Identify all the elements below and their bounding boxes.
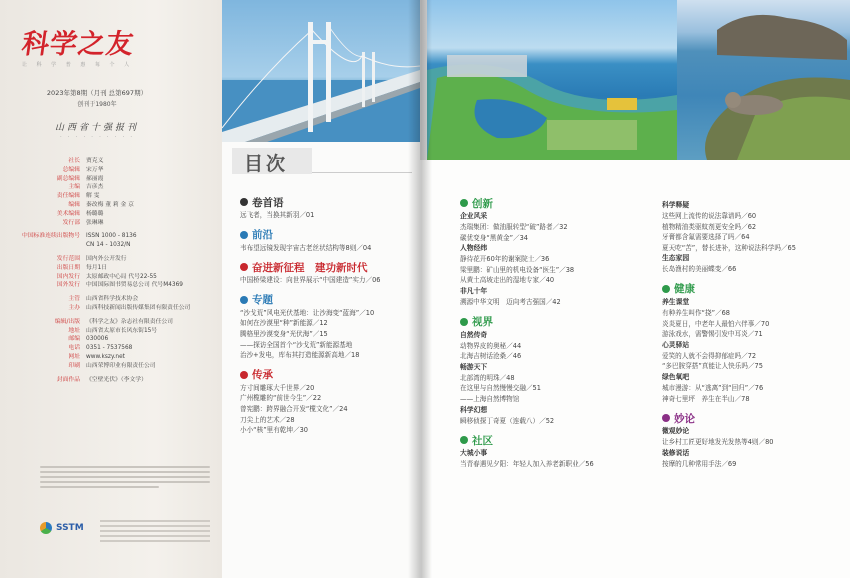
colophon-key: 编辑 xyxy=(68,201,80,208)
copyright-notice xyxy=(40,466,210,514)
toc-entry[interactable]: 远飞者，当换其新羽／01 xyxy=(240,211,315,219)
colophon-key: 发行范围 xyxy=(56,255,80,262)
colophon-row xyxy=(22,335,208,344)
toc-section xyxy=(240,292,415,361)
section-title: 传承 xyxy=(252,369,273,382)
toc-section xyxy=(460,195,650,308)
colophon-key: 发行部 xyxy=(62,219,80,226)
toc-subheading: 人物经纬 xyxy=(460,244,488,253)
colophon-value: 030006 xyxy=(86,336,109,343)
toc-section-heading xyxy=(240,367,415,383)
colophon-key: 美术编辑 xyxy=(56,210,80,217)
toc-subheading: 大城小事 xyxy=(460,449,488,458)
colophon-row xyxy=(22,241,208,250)
colophon-value: 山西省太原市长风东街15号 xyxy=(86,327,158,334)
colophon-key: 地址 xyxy=(68,327,80,334)
colophon-value: 解 雯 xyxy=(86,193,100,200)
colophon-key: 中国标准连续出版物号 xyxy=(22,233,80,240)
toc-entry[interactable]: 梁里鹏：矿山里的机电设备“医生”／38 xyxy=(460,265,575,274)
toc-subheading: 科学释疑 xyxy=(662,201,690,209)
sstm-logo xyxy=(40,522,84,534)
toc-entry[interactable]: 爱笑的人就不会得抑郁症吗／72 xyxy=(662,351,757,360)
toc-entry[interactable]: 在这里与自然慢慢交融／51 xyxy=(460,384,541,393)
colophon-value: www.kszy.net xyxy=(86,353,125,360)
colophon-value: 郝丽霞 xyxy=(86,175,104,182)
toc-subheading: 自然传奇 xyxy=(460,330,488,339)
toc-entry[interactable]: 广州榄雕的“前世今生”／22 xyxy=(240,394,322,403)
toc-section-heading xyxy=(662,281,842,297)
colophon-value: 吉彦杰 xyxy=(86,184,104,191)
toc-entry[interactable]: ——上海自然博物馆 xyxy=(460,394,520,403)
toc-column-3 xyxy=(662,200,842,475)
seal-rock-photo xyxy=(677,0,850,160)
colophon-value: 0351 - 7537568 xyxy=(86,345,133,352)
section-bullet-icon xyxy=(662,285,670,293)
colophon-row xyxy=(22,192,208,201)
toc-entry[interactable]: 小小“核”里有乾坤／30 xyxy=(240,426,308,435)
toc-subheading: 心灵驿站 xyxy=(662,340,690,349)
section-bullet-icon xyxy=(240,231,248,239)
colophon-row xyxy=(22,175,208,184)
toc-section-heading xyxy=(240,292,415,308)
issue-number: 2023年第8期（月刊 总第697期） xyxy=(46,89,148,97)
colophon-row xyxy=(22,273,208,282)
section-title: 专题 xyxy=(252,294,273,307)
toc-section xyxy=(240,227,415,254)
toc-entry[interactable]: ——探访全国首个“沙戈荒”新能源基地 xyxy=(240,340,353,349)
toc-entry[interactable]: 神奇七里坪 养生在半山／78 xyxy=(662,394,750,403)
colophon-row xyxy=(22,318,208,327)
section-bullet-icon xyxy=(240,296,248,304)
coastal-city-photo xyxy=(427,0,677,160)
colophon-row xyxy=(22,295,208,304)
colophon-key: 邮编 xyxy=(68,336,80,343)
colophon-row xyxy=(22,344,208,353)
toc-section xyxy=(662,410,842,469)
section-title: 前沿 xyxy=(252,229,273,242)
toc-entry[interactable]: 夏天吃“苦”，替长进补，这种说法科学吗／65 xyxy=(662,243,796,252)
colophon-value: 宋万华 xyxy=(86,166,104,173)
toc-entry[interactable]: 有种养生叫作“挠”／68 xyxy=(662,308,730,317)
section-bullet-icon xyxy=(460,199,468,207)
section-title: 健康 xyxy=(674,283,695,296)
section-title: 视界 xyxy=(472,316,493,329)
colophon-key xyxy=(22,241,86,250)
colophon-row xyxy=(22,219,208,228)
colophon-key: 国内发行 xyxy=(56,273,80,280)
colophon-row xyxy=(22,362,208,371)
colophon-value: 每月1日 xyxy=(86,264,108,271)
toc-section xyxy=(460,314,650,427)
section-title: 创新 xyxy=(472,197,493,210)
toc-entry[interactable]: 炎炎夏日，中老年人最怕六伴事／70 xyxy=(662,319,770,328)
colophon-row xyxy=(22,210,208,219)
toc-entry[interactable]: 腾格里沙漠变身“光伏海”／15 xyxy=(240,329,328,338)
colophon-row xyxy=(22,183,208,192)
bridge-photo xyxy=(222,0,420,160)
colophon-row xyxy=(22,353,208,362)
sstm-circle-icon xyxy=(40,522,52,534)
colophon-value: 杨璐璐 xyxy=(86,210,104,217)
colophon-row xyxy=(22,264,208,273)
colophon-key: 印刷 xyxy=(68,362,80,369)
colophon-value: CN 14 - 1032/N xyxy=(86,242,131,249)
colophon-value: 国内外公开发行 xyxy=(86,255,127,262)
section-bullet-icon xyxy=(240,198,248,206)
toc-section-heading xyxy=(240,227,415,243)
section-title: 奋进新征程 建功新时代 xyxy=(252,261,368,274)
colophon-value: 《科学之友》杂志社有限责任公司 xyxy=(86,318,173,325)
founded-year: 创刊于1980年 xyxy=(77,101,117,108)
toc-subheading: 企业风采 xyxy=(460,212,488,220)
toc-entry[interactable]: 碳优变身“黑黄金”／34 xyxy=(460,233,528,242)
toc-section xyxy=(460,432,650,470)
toc-section xyxy=(240,194,415,221)
toc-entry[interactable]: 牙膏都含氟需要选择了吗／64 xyxy=(662,233,750,242)
section-title: 卷首语 xyxy=(252,196,284,209)
toc-entry[interactable]: 按摩的几种常用手法／69 xyxy=(662,459,737,468)
colophon-row xyxy=(22,166,208,175)
toc-column-2 xyxy=(460,195,650,476)
toc-entry[interactable]: 当青春遇见夕阳：年轻人加入养老新职业／56 xyxy=(460,460,594,469)
toc-subheading: 养生课堂 xyxy=(662,297,690,306)
colophon-key: 网址 xyxy=(68,353,80,360)
toc-entry[interactable]: 瞬移侦探丁奇夏（连载八）／52 xyxy=(460,416,555,425)
toc-entry[interactable]: 溯源中华文明 迈向考古强国／42 xyxy=(460,297,561,306)
section-bullet-icon xyxy=(662,414,670,422)
section-title: 妙论 xyxy=(674,412,695,425)
toc-section xyxy=(662,200,842,275)
colophon-key: 主办 xyxy=(68,304,80,311)
colophon-row xyxy=(22,327,208,336)
colophon-row xyxy=(22,157,208,166)
colophon-info xyxy=(22,157,208,384)
toc-subheading: 绿色氧吧 xyxy=(662,372,690,381)
toc-entry[interactable]: 游泳戏水，需警惕引发中耳炎／71 xyxy=(662,330,763,339)
publisher-group-list xyxy=(100,520,210,545)
toc-entry[interactable]: 北部湾的明珠／48 xyxy=(460,373,515,382)
toc-entry[interactable]: 治沙+发电，库布其打造能源新高地／18 xyxy=(240,351,360,360)
logo-subtitle: 让 科 学 普 惠 每 个 人 xyxy=(22,62,134,68)
toc-entry[interactable]: 如何在沙漠里“种”新能源／12 xyxy=(240,319,328,328)
toc-title-block xyxy=(232,148,412,174)
section-bullet-icon xyxy=(460,318,468,326)
colophon-key: 编辑/出版 xyxy=(54,318,80,325)
section-title: 社区 xyxy=(472,434,493,447)
colophon-key: 出版日期 xyxy=(56,264,80,271)
toc-column-1 xyxy=(240,194,415,442)
toc-entry[interactable]: 静待花开60年的谢案院士／36 xyxy=(460,255,550,264)
toc-section xyxy=(240,367,415,436)
colophon-row xyxy=(22,255,208,264)
section-bullet-icon xyxy=(240,371,248,379)
sstm-label: SSTM xyxy=(56,523,84,533)
toc-entry[interactable]: 方寸间雕琢大千世界／20 xyxy=(240,383,315,392)
colophon-key: 责任编辑 xyxy=(56,193,80,200)
colophon-value: 山西荣博印业有限责任公司 xyxy=(86,362,156,369)
toc-section-heading xyxy=(240,259,415,275)
colophon-value: 中国国际图书贸易总公司 代号M4369 xyxy=(86,282,183,289)
toc-entry[interactable]: 从黄土高坡走出的湿地专家／40 xyxy=(460,276,555,285)
toc-section xyxy=(662,281,842,404)
colophon-value: 山西省科学技术协会 xyxy=(86,296,139,303)
colophon-value: 秦改梅 董 莉 金 京 xyxy=(86,201,134,208)
brand-line-shadow: · · · · · · · · · · xyxy=(59,134,135,141)
toc-entry[interactable]: 中国桥梁建设：向世界展示“中国建造”实力／06 xyxy=(240,276,381,285)
colophon-row xyxy=(22,201,208,210)
toc-entry[interactable]: 植物精油类驱蚊剂更安全吗／62 xyxy=(662,222,757,231)
toc-subheading: 非凡十年 xyxy=(460,286,488,295)
toc-title: 目次 xyxy=(244,153,289,175)
toc-section xyxy=(240,259,415,286)
toc-section-heading xyxy=(662,410,842,426)
toc-section-heading xyxy=(460,314,650,330)
colophon-value: 太原邮政中心局 代号22-55 xyxy=(86,273,157,280)
brand-line: 山西省十强报刊 xyxy=(54,123,139,133)
colophon-value: 山西科技新闻出版传媒集团有限责任公司 xyxy=(86,304,191,311)
colophon-key: 主管 xyxy=(68,296,80,303)
toc-entry[interactable]: 让乡村工匠更好地发光发热等4则／80 xyxy=(662,438,774,447)
magazine-logo: 科学之友 xyxy=(19,29,137,60)
toc-entry[interactable]: 动物界皮的奥秘／44 xyxy=(460,341,522,350)
colophon-row xyxy=(22,232,208,241)
toc-section-heading xyxy=(240,194,415,210)
section-bullet-icon xyxy=(460,436,468,444)
colophon-key: 主编 xyxy=(68,184,80,191)
section-bullet-icon xyxy=(240,263,248,271)
colophon-key: 封面作品 xyxy=(56,376,80,383)
toc-entry[interactable]: 北海吉树话沧桑／46 xyxy=(460,352,522,361)
colophon-row xyxy=(22,304,208,313)
toc-subheading: 微观妙论 xyxy=(662,427,690,436)
page-gutter xyxy=(408,0,432,578)
toc-subheading: 生态家园 xyxy=(662,254,690,263)
toc-subheading: 装修说话 xyxy=(662,448,690,457)
toc-subheading: 科学幻想 xyxy=(460,405,488,414)
toc-entry[interactable]: 刀尖上的艺术／28 xyxy=(240,415,295,424)
colophon-key: 国外发行 xyxy=(56,282,80,289)
colophon-row xyxy=(22,376,208,385)
colophon-value: ISSN 1000 - 8136 xyxy=(86,233,137,240)
toc-entry[interactable]: “多巴胺穿搭”真能让人快乐吗／75 xyxy=(662,362,763,371)
toc-entry[interactable]: 城市漫游：从“逃离”到“回归”／76 xyxy=(662,383,764,392)
colophon-value: 张琳琳 xyxy=(86,219,104,226)
toc-entry[interactable]: 曾宪鹏：跨界融合开发“榄文化”／24 xyxy=(240,404,348,413)
colophon-value: 《空壁光伏》（李文学） xyxy=(86,376,147,383)
toc-section-heading xyxy=(460,432,650,448)
toc-section-heading xyxy=(460,195,650,211)
toc-entry[interactable]: 杰瑞集团：做油服转型“破”路者／32 xyxy=(460,223,568,231)
toc-subheading: 畅游天下 xyxy=(460,362,488,371)
colophon-key: 社长 xyxy=(68,158,80,164)
toc-entry[interactable]: 长岛渔村的美丽蝶变／66 xyxy=(662,265,737,274)
colophon-key: 总编辑 xyxy=(62,166,80,173)
toc-entry[interactable]: 这些网上流传的说法靠谱吗／60 xyxy=(662,212,757,220)
toc-entry[interactable]: “沙戈荒”风电光伏基地：让沙海变“蓝海”／10 xyxy=(240,308,375,317)
colophon-value: 贾克义 xyxy=(86,158,104,164)
colophon-key: 副总编辑 xyxy=(56,175,80,182)
colophon-row xyxy=(22,281,208,290)
toc-entry[interactable]: 韦布望远镜发现宇宙古老丝状结构等8则／04 xyxy=(240,243,372,252)
colophon-key: 电话 xyxy=(68,345,80,352)
